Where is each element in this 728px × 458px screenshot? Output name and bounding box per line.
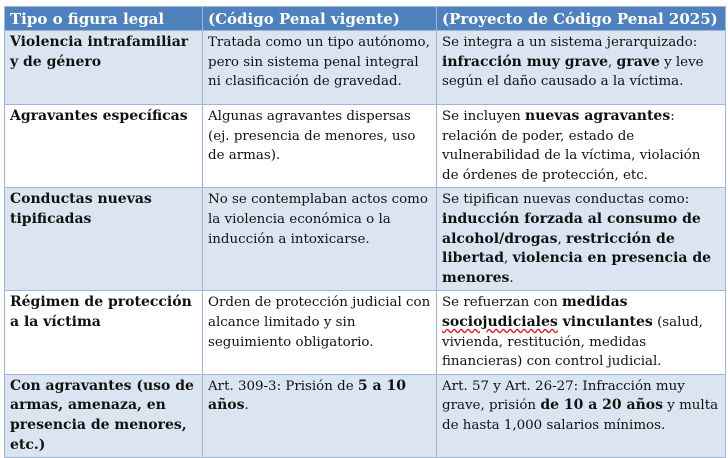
table-row — [5, 105, 726, 188]
bold-text: 5 a 10 años — [208, 377, 406, 414]
proposed-cell — [437, 291, 726, 374]
table-row — [5, 291, 726, 374]
text: , — [557, 231, 566, 247]
proposed-cell — [437, 31, 726, 105]
text: , — [504, 251, 513, 267]
row-label: Agravantes específicas — [5, 105, 203, 188]
bold-text: violencia en presencia de menores — [442, 250, 712, 286]
current-cell: Tratada como un tipo autónomo, pero sin sistema penal integral ni clasificación de gravedad. — [203, 31, 437, 105]
text: Se refuerzan con — [442, 295, 562, 311]
text: Art. 309-3: Prisión de — [208, 378, 358, 394]
row-label: Conductas nuevas tipificadas — [5, 188, 203, 291]
text: . — [244, 398, 249, 414]
text: . — [509, 270, 514, 286]
text: : relación de poder, estado de vulnerabilidad de la víctima, violación de órdenes de protección, etc. — [442, 109, 701, 183]
text: y multa de hasta 1,000 salarios mínimos. — [442, 398, 719, 433]
current-cell: Algunas agravantes dispersas (ej. presencia de menores, uso de armas). — [203, 105, 437, 188]
proposed-cell — [437, 105, 726, 188]
current-cell: Orden de protección judicial con alcance limitado y sin seguimiento obligatorio. — [203, 291, 437, 374]
text: y leve según el daño causado a la víctima. — [442, 54, 704, 90]
text: (salud, vivienda, restitución, medidas financieras) con control judicial. — [442, 314, 703, 370]
current-cell: No se contemplaban actos como la violencia económica o la inducción a intoxicarse. — [203, 188, 437, 291]
proposed-cell — [437, 188, 726, 291]
row-label: Con agravantes (uso de armas, amenaza, en presencia de menores, etc.) — [5, 374, 203, 457]
row-label: Régimen de protección a la víctima — [5, 291, 203, 374]
text: Se incluyen — [442, 109, 526, 124]
bold-text: vinculantes — [557, 313, 653, 330]
current-cell — [203, 374, 437, 457]
text: Se tipifican nuevas conductas como: — [442, 192, 690, 208]
comparison-table — [4, 6, 726, 458]
proposed-cell — [437, 374, 726, 457]
bold-text: de 10 a 20 años — [540, 397, 664, 414]
header-current-code: (Código Penal vigente) — [203, 7, 437, 31]
bold-text: inducción forzada al consumo de alcohol/drogas — [442, 210, 701, 247]
bold-text: nuevas agravantes — [525, 108, 671, 124]
header-proposed-code: (Proyecto de Código Penal 2025) — [437, 7, 726, 31]
text: Art. 57 y Art. 26-27: Infracción muy grave, prisión — [442, 378, 685, 414]
header-row — [5, 7, 726, 31]
table-row — [5, 31, 726, 105]
bold-text: medidas — [561, 294, 628, 311]
text: Se integra a un sistema jerarquizado: — [442, 35, 698, 50]
bold-text: sociojudiciales — [442, 313, 558, 330]
bold-text: grave — [616, 53, 660, 70]
text: , — [608, 54, 617, 70]
bold-text: infracción muy grave — [442, 53, 609, 70]
table-row — [5, 374, 726, 457]
table-row — [5, 188, 726, 291]
bold-text: restricción de libertad — [442, 230, 675, 267]
row-label: Violencia intrafamiliar y de género — [5, 31, 203, 105]
header-type: Tipo o figura legal — [5, 7, 203, 31]
